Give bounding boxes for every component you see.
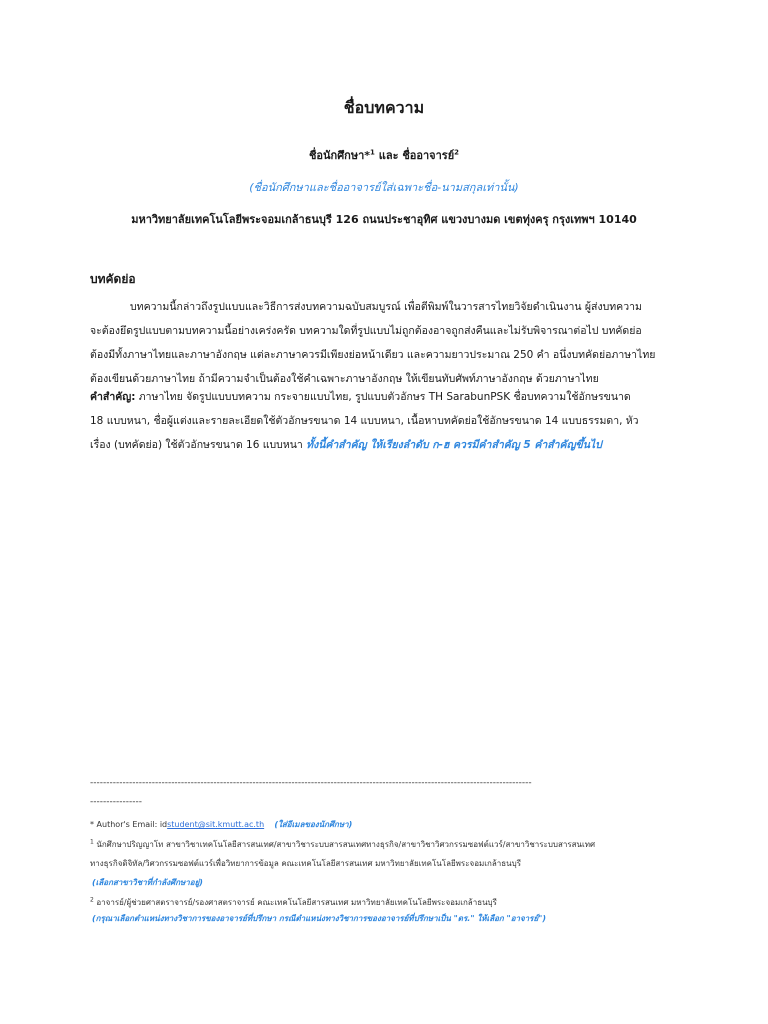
author-conjunction: และ — [378, 149, 399, 162]
keywords-instruction-note: ทั้งนี้คำสำคัญ ให้เรียงลำดับ ก-ฮ ควรมีคำสำคัญ 5 คำสำคัญขึ้นไป — [306, 439, 602, 451]
advisor-name: ชื่ออาจารย์ — [402, 149, 455, 162]
keywords-line — [90, 433, 680, 457]
footnote-separator: ---------------------------------------------------------------------------------------------------------------------------------------- — [90, 778, 532, 788]
keywords-line: 18 แบบหนา, ชื่อผู้แต่งและรายละเอียดใช้ตัวอักษรขนาด 14 แบบหนา, เนื้อหาบทคัดย่อใช้อักษรขนาด 14 แบบธรรมดา, หัว — [90, 415, 639, 427]
abstract-line: บทความนี้กล่าวถึงรูปแบบและวิธีการส่งบทความฉบับสมบูรณ์ เพื่อตีพิมพ์ในวารสารไทยวิจัยดำเนินงาน ผู้ส่งบทความ — [130, 301, 642, 313]
author-instruction-note: (ชื่อนักศึกษาและชื่ออาจารย์ใส่เฉพาะชื่อ-นามสกุลเท่านั้น) — [249, 181, 519, 194]
advisor-affiliation-mark: 2 — [454, 148, 460, 157]
paper-title: ชื่อบทความ — [343, 98, 425, 117]
footnote-2-mark: 2 — [90, 896, 94, 904]
footnote-1-text: นักศึกษาปริญญาโท สาขาวิชาเทคโนโลยีสารสนเทศ/สาขาวิชาระบบสารสนเทศทางธุรกิจ/สาขาวิชาวิศวกรรมซอฟต์แวร์/สาขาวิชาระบบสารสนเทศ — [93, 840, 596, 849]
footnote-1-line-1 — [90, 838, 690, 851]
email-prefix: * Author's Email: id — [90, 820, 168, 829]
keywords-text: ภาษาไทย จัดรูปแบบบทความ กระจายแบบไทย, รูปแบบตัวอักษร TH SarabunPSK ชื่อบทความใช้อักษรขนาด — [135, 391, 631, 403]
footnote-separator-continued: ---------------- — [90, 797, 142, 807]
keywords-label: คำสำคัญ: — [90, 391, 136, 403]
footnote-2-line-1 — [90, 896, 690, 909]
footnote-1-line-2: ทางธุรกิจดิจิทัล/วิศวกรรมซอฟต์แวร์เพื่อวิทยาการข้อมูล คณะเทคโนโลยีสารสนเทศ มหาวิทยาลัยเทคโนโลยีพระจอมเกล้าธนบุรี — [90, 859, 521, 868]
student-name: ชื่อนักศึกษา* — [308, 149, 371, 162]
footnote-2-instruction: (กรุณาเลือกตำแหน่งทางวิชาการของอาจารย์ที่ปรึกษา กรณีตำแหน่งทางวิชาการของอาจารย์ที่ปรึกษาเป็น "ดร." ให้เลือก "อาจารย์") — [92, 914, 546, 923]
keywords-line — [90, 385, 680, 409]
abstract-line: จะต้องยึดรูปแบบตามบทความนี้อย่างเคร่งครัด บทความใดที่รูปแบบไม่ถูกต้องอาจถูกส่งคืนและไม่รับพิจารณาต่อไป บทคัดย่อ — [90, 325, 642, 337]
footnote-1-instruction: (เลือกสาขาวิชาที่กำลังศึกษาอยู่) — [92, 878, 203, 887]
footnote-email — [90, 818, 690, 831]
email-instruction-note: (ใส่อีเมลของนักศึกษา) — [274, 820, 353, 829]
abstract-heading: บทคัดย่อ — [90, 272, 136, 286]
footnote-2-note — [90, 912, 692, 925]
student-affiliation-mark: 1 — [370, 148, 375, 157]
abstract-line: ต้องเขียนด้วยภาษาไทย ถ้ามีความจำเป็นต้องใช้คำเฉพาะภาษาอังกฤษ ให้เขียนทับศัพท์ภาษาอังกฤษ ด้วยภาษาไทย — [90, 373, 599, 385]
affiliation-address: มหาวิทยาลัยเทคโนโลยีพระจอมเกล้าธนบุรี 126 ถนนประชาอุทิศ แขวงบางมด เขตทุ่งครุ กรุงเทพฯ 10140 — [131, 213, 637, 226]
abstract-line: ต้องมีทั้งภาษาไทยและภาษาอังกฤษ แต่ละภาษาควรมีเพียงย่อหน้าเดียว และความยาวประมาณ 250 คำ อนึ่งบทคัดย่อภาษาไทย — [90, 349, 656, 361]
keywords-block — [90, 385, 680, 457]
footnote-2-text: อาจารย์/ผู้ช่วยศาสตราจารย์/รองศาสตราจารย์ คณะเทคโนโลยีสารสนเทศ มหาวิทยาลัยเทคโนโลยีพระจอมเกล้าธนบุรี — [93, 898, 497, 907]
keywords-text: เรื่อง (บทคัดย่อ) ใช้ตัวอักษรขนาด 16 แบบหนา — [90, 439, 307, 451]
footnote-1-mark: 1 — [90, 838, 94, 846]
author-line — [0, 146, 768, 164]
footnote-1-note — [90, 876, 692, 889]
abstract-body — [90, 295, 680, 391]
email-link[interactable]: student@sit.kmutt.ac.th — [167, 820, 265, 829]
